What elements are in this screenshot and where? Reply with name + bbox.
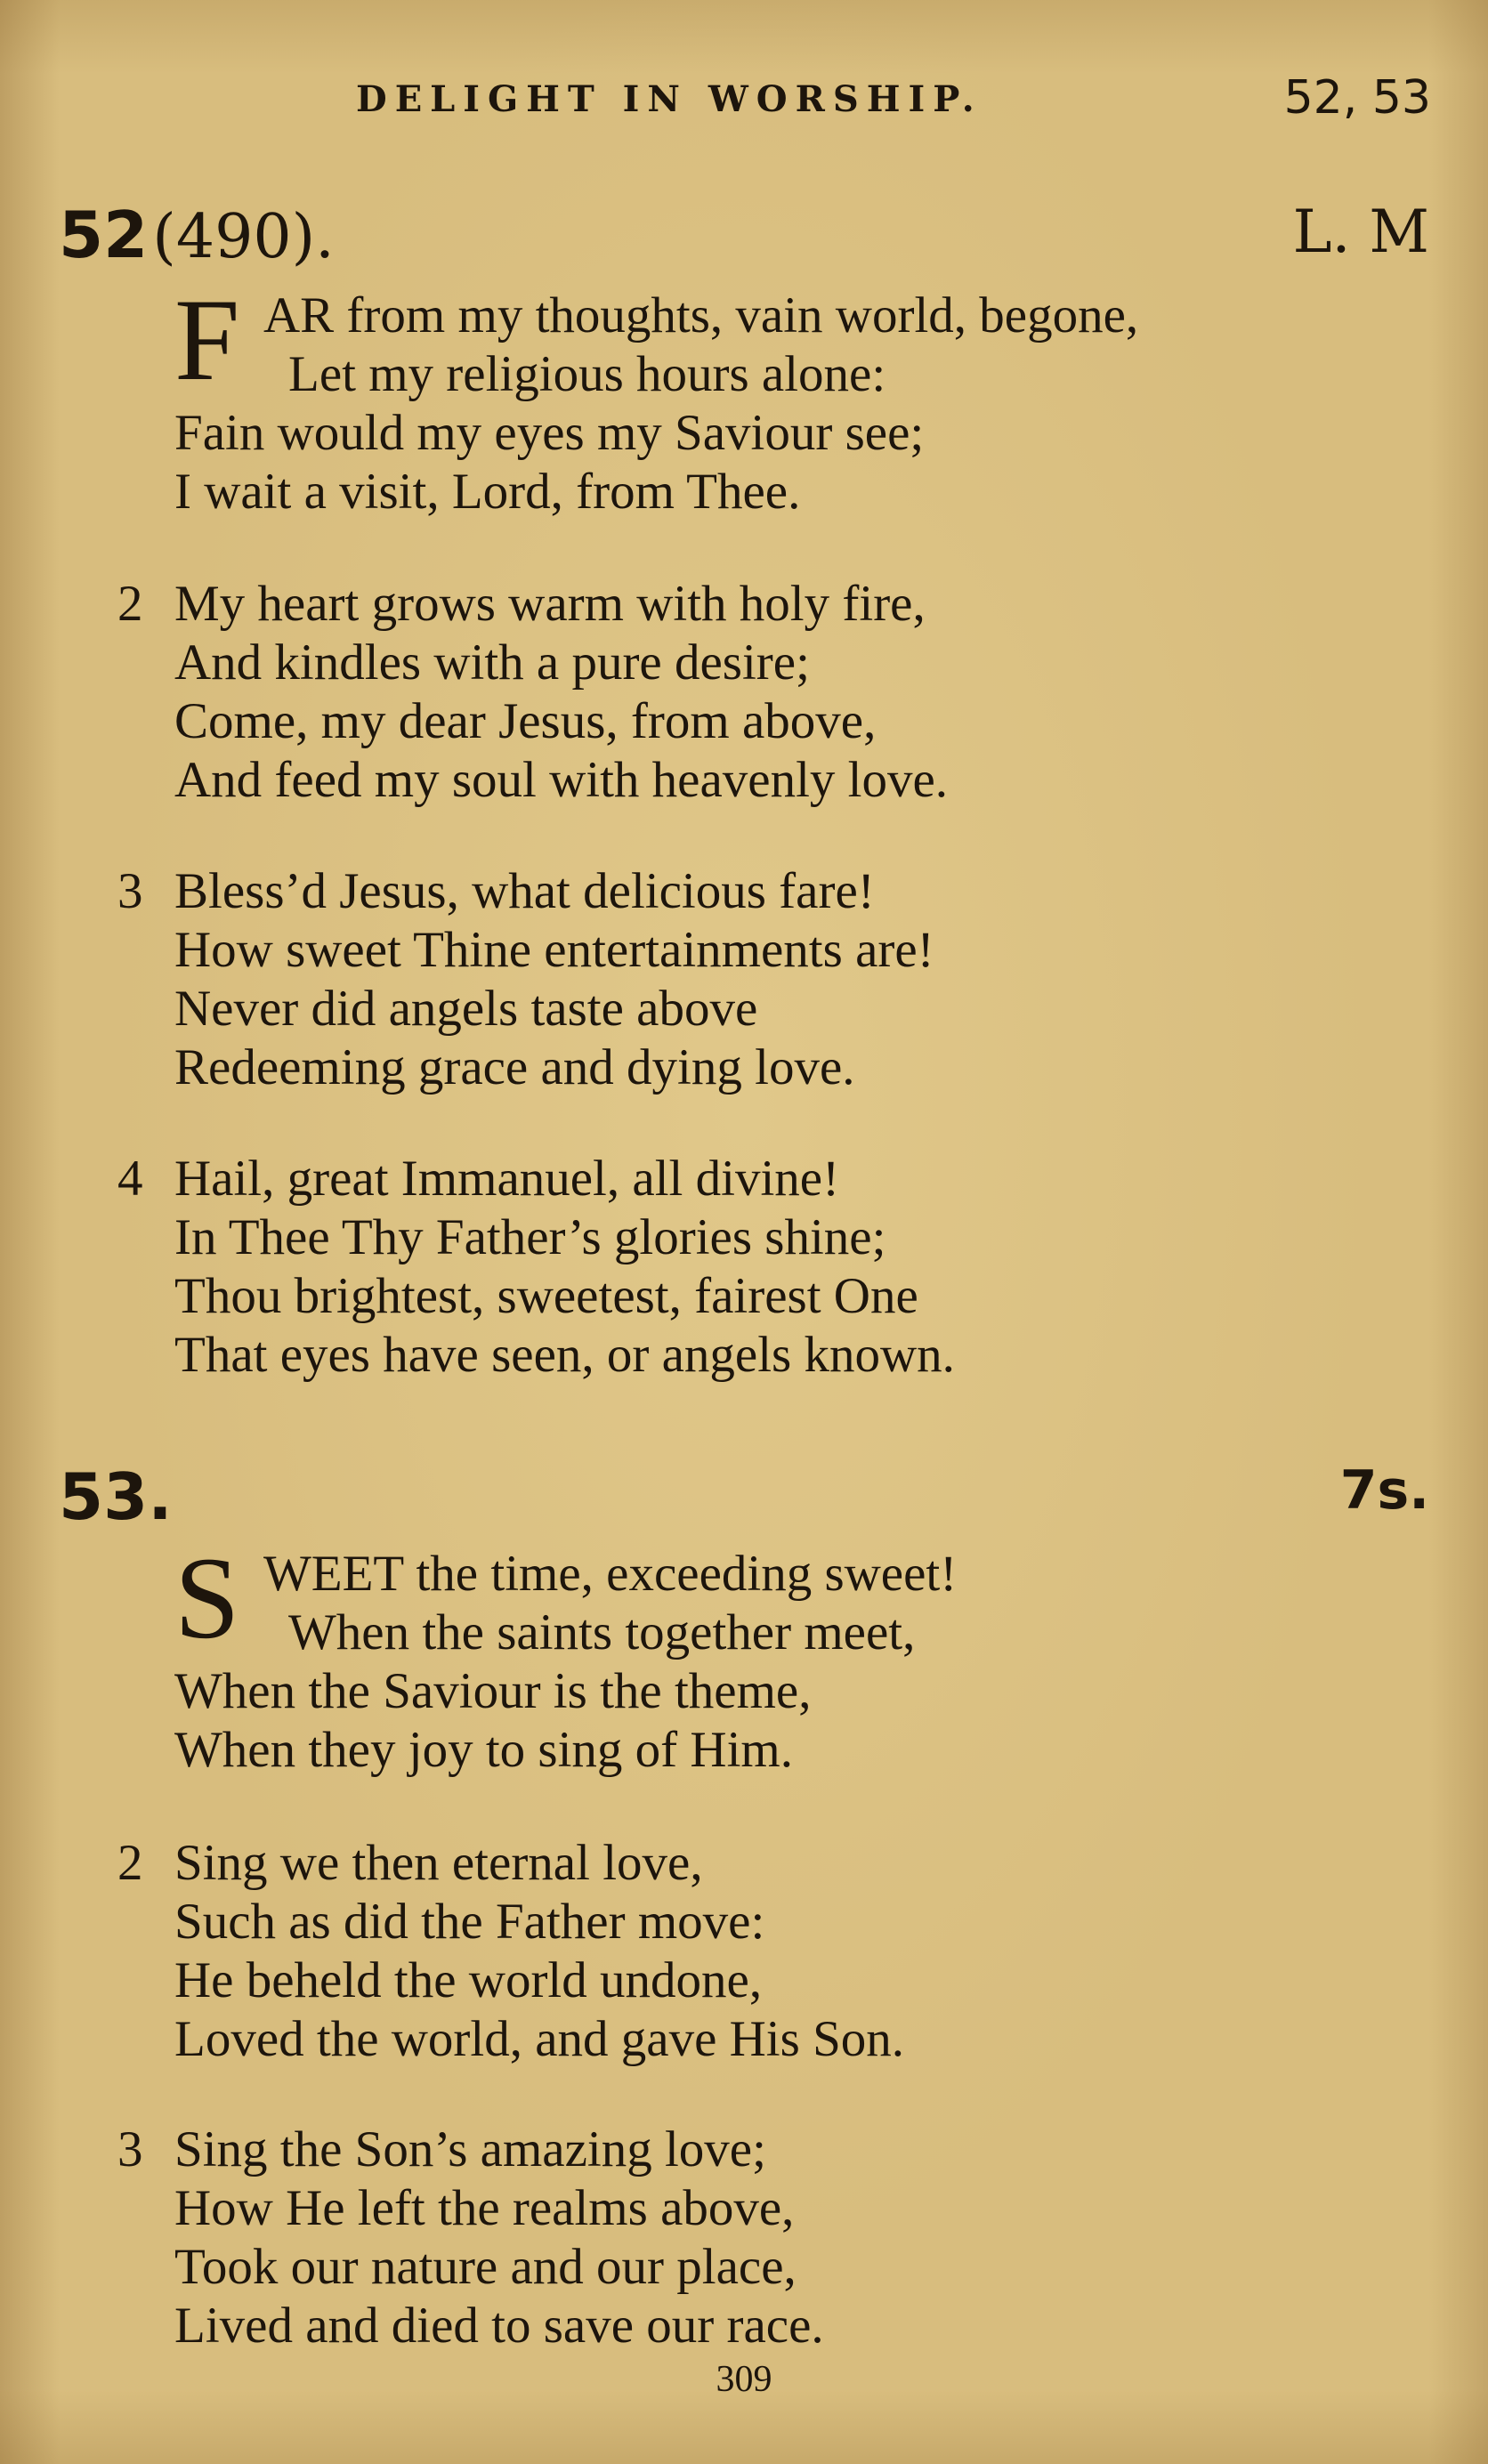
verse-line: Redeeming grace and dying love.: [174, 1039, 855, 1095]
stanza-number: 3: [117, 863, 143, 919]
verse-line: When they joy to sing of Him.: [174, 1722, 793, 1778]
verse-line: How He left the realms above,: [174, 2180, 795, 2236]
verse-line: Loved the world, and gave His Son.: [174, 2011, 905, 2067]
stanza-number: 3: [117, 2121, 143, 2177]
verse-line: In Thee Thy Father’s glories shine;: [174, 1209, 886, 1265]
verse-line: Thou brightest, sweetest, fairest One: [174, 1268, 918, 1324]
running-hymn-numbers: 52, 53: [1283, 71, 1431, 125]
verse-line: I wait a visit, Lord, from Thee.: [174, 464, 801, 520]
hymn-52-stanza-4: [117, 1150, 955, 1385]
hymn-alt-number: (490).: [152, 202, 335, 272]
verse-line: Sing we then eternal love,: [174, 1835, 703, 1891]
hymn-number: 52: [59, 198, 149, 272]
verse-line: Never did angels taste above: [174, 981, 758, 1037]
hymn-52-stanza-2: [117, 575, 949, 810]
hymn-52-stanza-3: [117, 862, 934, 1097]
verse-line: Hail, great Immanuel, all divine!: [174, 1151, 840, 1207]
page-number: 309: [716, 2359, 772, 2400]
verse-line: AR from my thoughts, vain world, begone,: [263, 287, 1139, 343]
verse-line: Sing the Son’s amazing love;: [174, 2121, 766, 2177]
drop-cap: S: [174, 1532, 240, 1663]
verse-line: How sweet Thine entertainments are!: [174, 922, 934, 978]
verse-line: Bless’d Jesus, what delicious fare!: [174, 863, 875, 919]
hymn-52-stanza-1: [174, 274, 1139, 521]
verse-line: WEET the time, exceeding sweet!: [263, 1546, 958, 1602]
hymn-53-stanza-3: [117, 2121, 824, 2355]
hymn-number: 53.: [59, 1459, 173, 1534]
verse-line: Such as did the Father move:: [174, 1894, 765, 1950]
verse-line: Fain would my eyes my Saviour see;: [174, 405, 925, 461]
hymn-meter: L. M: [1292, 198, 1429, 266]
stanza-number: 4: [117, 1151, 143, 1207]
verse-line: My heart grows warm with holy fire,: [174, 576, 926, 632]
running-head: [0, 71, 1488, 141]
verse-line: That eyes have seen, or angels known.: [174, 1327, 955, 1383]
hymn-53-stanza-2: [117, 1834, 905, 2069]
verse-line: And feed my soul with heavenly love.: [174, 752, 949, 808]
verse-line: When the Saviour is the theme,: [174, 1663, 812, 1719]
stanza-number: 2: [117, 576, 143, 632]
verse-line: When the saints together meet,: [288, 1604, 916, 1660]
verse-line: And kindles with a pure desire;: [174, 634, 810, 691]
hymn-53-header: [59, 1459, 1429, 1539]
hymn-52-header: [59, 198, 1429, 278]
verse-line: Lived and died to save our race.: [174, 2298, 824, 2354]
verse-line: Let my religious hours alone:: [288, 346, 886, 402]
hymn-meter: 7s.: [1339, 1459, 1429, 1522]
verse-line: Come, my dear Jesus, from above,: [174, 693, 877, 749]
running-title: DELIGHT IN WORSHIP.: [356, 78, 983, 120]
verse-line: He beheld the world undone,: [174, 1952, 763, 2008]
stanza-number: 2: [117, 1835, 143, 1891]
drop-cap: F: [174, 274, 240, 405]
verse-line: Took our nature and our place,: [174, 2239, 797, 2295]
hymn-53-stanza-1: [174, 1532, 958, 1780]
